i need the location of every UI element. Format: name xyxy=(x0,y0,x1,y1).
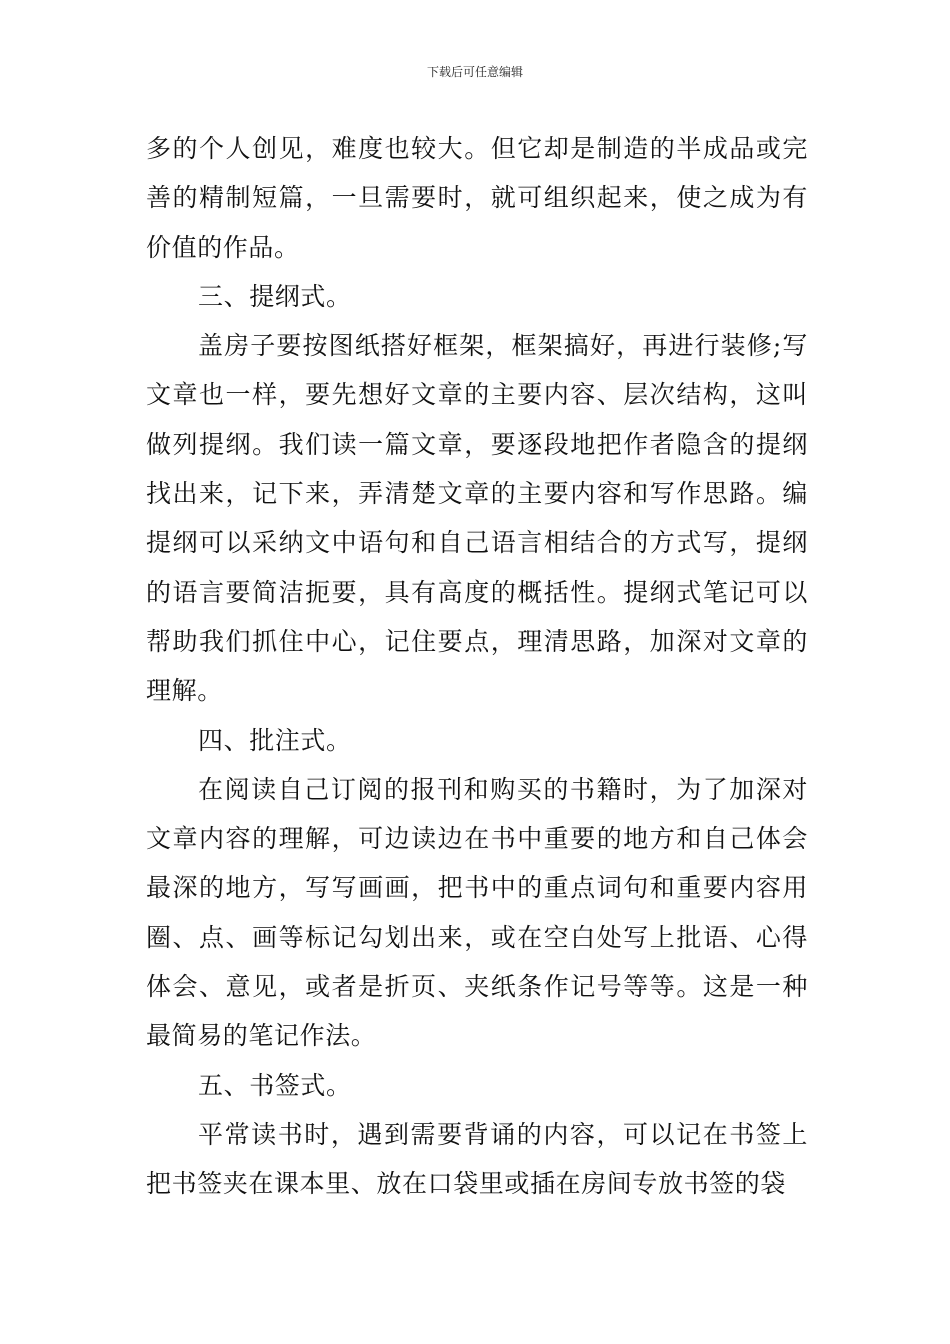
section-heading-outline: 三、提纲式。 xyxy=(198,281,352,311)
paragraph: 在阅读自己订阅的报刊和购买的书籍时，为了加深对文章内容的理解，可边读边在书中重要的地方和自己体会最深的地方，写写画画，把书中的重点词句和重要内容用圈、点、画等标记勾划出来，或在空白处写上批语、心得体会、意见，或者是折页、夹纸条作记号等等。这是一种最简易的笔记作法。 xyxy=(146,774,808,1051)
paragraph: 平常读书时，遇到需要背诵的内容，可以记在书签上把书签夹在课本里、放在口袋里或插在房间专放书签的袋 xyxy=(146,1119,808,1199)
paragraph: 多的个人创见，难度也较大。但它却是制造的半成品或完善的精制短篇，一旦需要时，就可组织起来，使之成为有价值的作品。 xyxy=(146,134,808,262)
document-body xyxy=(146,124,808,1209)
section-heading-bookmark: 五、书签式。 xyxy=(198,1070,352,1100)
paragraph: 盖房子要按图纸搭好框架，框架搞好，再进行装修;写文章也一样，要先想好文章的主要内容、层次结构，这叫做列提纲。我们读一篇文章，要逐段地把作者隐含的提纲找出来，记下来，弄清楚文章的主要内容和写作思路。编提纲可以采纳文中语句和自己语言相结合的方式写，提纲的语言要简洁扼要，具有高度的概括性。提纲式笔记可以帮助我们抓住中心，记住要点，理清思路，加深对文章的理解。 xyxy=(146,331,808,706)
page-header: 下载后可任意编辑 xyxy=(426,65,523,79)
section-heading-annotation: 四、批注式。 xyxy=(198,725,352,755)
